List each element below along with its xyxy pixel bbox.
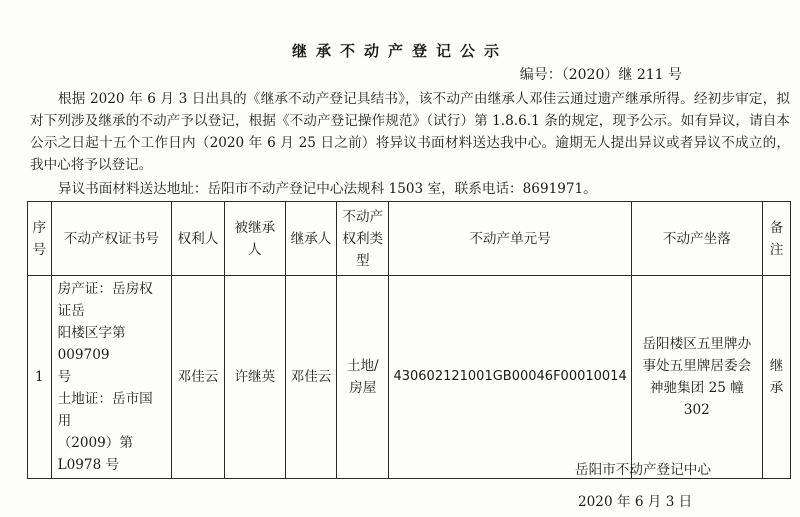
cell-cert	[51, 276, 172, 479]
notice-line: 拟对下列涉及继承的不动产予以登记，根据《不动产登记操作规范》（试行）第 1.8.6.1 条的规定，现予公示。如	[30, 91, 790, 129]
document-title: 继承不动产登记公示	[291, 42, 508, 60]
table-header-row	[28, 202, 791, 276]
header-remark: 备注	[762, 202, 790, 276]
header-location: 不动产坐落	[631, 202, 762, 276]
objection-address: 异议书面材料送达地址：岳阳市不动产登记中心法规科 1503 室，联系电话：8691971。	[58, 181, 597, 197]
cell-seq: 1	[28, 276, 52, 479]
cert-line: 阳楼区字第 009709	[57, 325, 126, 363]
issuing-organization: 岳阳市不动产登记中心	[575, 462, 711, 478]
cert-line: 号	[57, 369, 72, 385]
cert-line: 房产证：岳房权证岳	[57, 281, 153, 319]
header-type: 不动产权利类型	[337, 202, 389, 276]
notice-line: 有异议，请自本公示之日起十五个工作日内（2020 年 6 月 25 日之前）将异议书面材料送达我中心。逾期无人提出异	[30, 113, 790, 151]
cell-decedent: 许继英	[224, 276, 285, 479]
header-cert: 不动产权证书号	[51, 202, 172, 276]
notice-line: 议或者异议不成立的，我中心将予以登记。	[30, 135, 790, 173]
header-seq: 序号	[28, 202, 52, 276]
cell-heir: 邓佳云	[285, 276, 336, 479]
cert-line: （2009）第 L0978 号	[57, 435, 133, 473]
issue-date: 2020 年 6 月 3 日	[578, 494, 693, 510]
cell-location: 岳阳楼区五里牌办事处五里牌居委会神驰集团 25 幢 302	[631, 276, 762, 479]
cell-owner: 邓佳云	[172, 276, 225, 479]
notice-line: 根据 2020 年 6 月 3 日出具的《继承不动产登记具结书》，该不动产由继承人邓佳云通过遗产继承所得。经初步审定，	[58, 91, 777, 107]
cell-remark: 继承	[762, 276, 790, 479]
header-heir: 继承人	[285, 202, 336, 276]
notice-paragraph	[30, 88, 790, 176]
header-unit: 不动产单元号	[389, 202, 631, 276]
document-number: 编号：（2020）继 211 号	[519, 67, 682, 83]
property-table	[27, 201, 791, 479]
table-row	[28, 276, 791, 479]
cell-type: 土地/房屋	[337, 276, 389, 479]
header-owner: 权利人	[172, 202, 225, 276]
cert-line: 土地证：岳市国用	[57, 391, 153, 429]
cell-unit: 430602121001GB00046F00010014	[389, 276, 631, 479]
header-decedent: 被继承人	[224, 202, 285, 276]
